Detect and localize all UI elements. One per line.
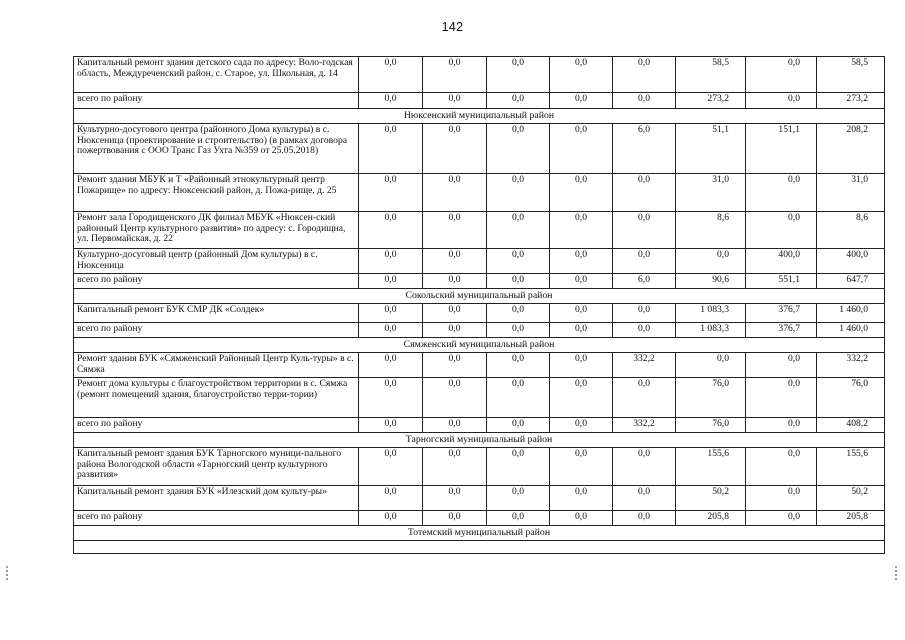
district-name: Сокольский муниципальный район (74, 288, 885, 303)
row-name-cell: всего по району (74, 322, 359, 337)
value-cell: 0,0 (550, 303, 613, 322)
value-cell: 0,0 (550, 352, 613, 377)
value-cell: 400,0 (817, 248, 885, 273)
value-cell: 0,0 (550, 417, 613, 432)
value-cell: 332,2 (613, 417, 676, 432)
value-cell: 0,0 (423, 303, 487, 322)
value-cell: 0,0 (487, 93, 550, 109)
left-edge-mark (6, 566, 8, 582)
value-cell: 58,5 (676, 57, 746, 93)
district-name: Сямженский муниципальный район (74, 337, 885, 352)
value-cell: 0,0 (423, 123, 487, 173)
value-cell: 0,0 (487, 377, 550, 417)
value-cell: 0,0 (487, 248, 550, 273)
value-cell: 0,0 (613, 248, 676, 273)
empty-cell (74, 540, 885, 553)
value-cell: 0,0 (423, 352, 487, 377)
value-cell: 0,0 (423, 417, 487, 432)
value-cell: 0,0 (487, 57, 550, 93)
value-cell: 0,0 (550, 322, 613, 337)
value-cell: 400,0 (746, 248, 817, 273)
table-row (74, 248, 885, 273)
table-row (74, 447, 885, 485)
row-name-cell: всего по району (74, 510, 359, 525)
value-cell: 0,0 (359, 417, 423, 432)
value-cell: 0,0 (550, 273, 613, 288)
row-name-cell: Ремонт здания БУК «Сямженский Районный Центр Куль-туры» в с. Сямжа (74, 352, 359, 377)
value-cell: 0,0 (746, 211, 817, 248)
value-cell: 0,0 (746, 485, 817, 510)
value-cell: 6,0 (613, 273, 676, 288)
value-cell: 0,0 (359, 485, 423, 510)
budget-table (73, 56, 885, 554)
value-cell: 31,0 (817, 173, 885, 211)
value-cell: 0,0 (746, 377, 817, 417)
row-name-cell: Ремонт здания МБУК и Т «Районный этнокультурный центр Пожарище» по адресу: Нюксенский район, д. Пожа-рище, д. 25 (74, 173, 359, 211)
district-name: Тотемский муниципальный район (74, 525, 885, 540)
value-cell: 0,0 (359, 57, 423, 93)
value-cell: 155,6 (676, 447, 746, 485)
value-cell: 0,0 (487, 303, 550, 322)
district-total-row (74, 417, 885, 432)
value-cell: 58,5 (817, 57, 885, 93)
value-cell: 0,0 (359, 352, 423, 377)
value-cell: 0,0 (746, 57, 817, 93)
value-cell: 0,0 (613, 173, 676, 211)
table-row (74, 173, 885, 211)
row-name-cell: всего по району (74, 93, 359, 109)
district-header-row (74, 337, 885, 352)
value-cell: 0,0 (613, 447, 676, 485)
value-cell: 50,2 (817, 485, 885, 510)
value-cell: 76,0 (676, 377, 746, 417)
value-cell: 0,0 (613, 377, 676, 417)
value-cell: 1 083,3 (676, 303, 746, 322)
value-cell: 0,0 (423, 248, 487, 273)
value-cell: 0,0 (487, 173, 550, 211)
value-cell: 90,6 (676, 273, 746, 288)
value-cell: 0,0 (423, 377, 487, 417)
value-cell: 0,0 (613, 57, 676, 93)
value-cell: 205,8 (817, 510, 885, 525)
value-cell: 0,0 (550, 57, 613, 93)
table-row (74, 57, 885, 93)
value-cell: 332,2 (613, 352, 676, 377)
table-row (74, 352, 885, 377)
value-cell: 0,0 (487, 510, 550, 525)
value-cell: 0,0 (487, 417, 550, 432)
value-cell: 0,0 (359, 322, 423, 337)
value-cell: 50,2 (676, 485, 746, 510)
district-total-row (74, 93, 885, 109)
value-cell: 0,0 (359, 248, 423, 273)
value-cell: 0,0 (487, 485, 550, 510)
value-cell: 0,0 (550, 485, 613, 510)
value-cell: 0,0 (550, 173, 613, 211)
right-edge-mark (895, 566, 897, 582)
value-cell: 273,2 (817, 93, 885, 109)
value-cell: 0,0 (359, 211, 423, 248)
value-cell: 0,0 (423, 57, 487, 93)
value-cell: 0,0 (359, 377, 423, 417)
district-total-row (74, 322, 885, 337)
district-name: Тарногский муниципальный район (74, 432, 885, 447)
table-row (74, 485, 885, 510)
row-name-cell: Культурно-досуговый центр (районный Дом культуры) в с. Нюксеница (74, 248, 359, 273)
row-name-cell: Капитальный ремонт БУК СМР ДК «Солдек» (74, 303, 359, 322)
value-cell: 155,6 (817, 447, 885, 485)
value-cell: 0,0 (423, 211, 487, 248)
value-cell: 151,1 (746, 123, 817, 173)
value-cell: 0,0 (676, 248, 746, 273)
value-cell: 76,0 (676, 417, 746, 432)
value-cell: 0,0 (359, 303, 423, 322)
value-cell: 0,0 (613, 303, 676, 322)
value-cell: 0,0 (746, 93, 817, 109)
value-cell: 51,1 (676, 123, 746, 173)
value-cell: 376,7 (746, 322, 817, 337)
value-cell: 0,0 (746, 417, 817, 432)
value-cell: 0,0 (423, 173, 487, 211)
value-cell: 0,0 (550, 123, 613, 173)
value-cell: 0,0 (359, 93, 423, 109)
value-cell: 8,6 (676, 211, 746, 248)
value-cell: 0,0 (423, 447, 487, 485)
row-name-cell: Ремонт зала Городищенского ДК филиал МБУК «Нюксен-ский районный Центр культурного развития» по адресу: с. Городищна, ул. Первомайская, д. 22 (74, 211, 359, 248)
value-cell: 0,0 (550, 211, 613, 248)
value-cell: 0,0 (550, 248, 613, 273)
value-cell: 0,0 (359, 447, 423, 485)
value-cell: 0,0 (746, 510, 817, 525)
district-total-row (74, 273, 885, 288)
district-header-row (74, 109, 885, 124)
district-header-row (74, 288, 885, 303)
value-cell: 8,6 (817, 211, 885, 248)
value-cell: 208,2 (817, 123, 885, 173)
value-cell: 0,0 (676, 352, 746, 377)
table-row (74, 377, 885, 417)
value-cell: 0,0 (613, 93, 676, 109)
value-cell: 1 083,3 (676, 322, 746, 337)
row-name-cell: Культурно-досугового центра (районного Дома культуры) в с. Нюксеница (проектирование и строительство) (в рамках договора пожертвования с ООО Транс Газ Ухта №359 от 25.05.2018) (74, 123, 359, 173)
district-total-row (74, 510, 885, 525)
value-cell: 6,0 (613, 123, 676, 173)
value-cell: 0,0 (359, 123, 423, 173)
value-cell: 0,0 (613, 485, 676, 510)
value-cell: 0,0 (746, 447, 817, 485)
value-cell: 0,0 (423, 485, 487, 510)
value-cell: 0,0 (423, 322, 487, 337)
row-name-cell: Капитальный ремонт здания БУК Тарногского муници-пального района Вологодской области «Тарногский центр культурного развития» (74, 447, 359, 485)
value-cell: 0,0 (550, 447, 613, 485)
value-cell: 0,0 (487, 322, 550, 337)
row-name-cell: Капитальный ремонт здания детского сада по адресу: Воло-годская область, Междуреченский район, с. Старое, ул. Школьная, д. 14 (74, 57, 359, 93)
value-cell: 0,0 (423, 510, 487, 525)
value-cell: 376,7 (746, 303, 817, 322)
row-name-cell: Ремонт дома культуры с благоустройством территории в с. Сямжа (ремонт помещений здания, благоустройство терри-тории) (74, 377, 359, 417)
value-cell: 0,0 (746, 352, 817, 377)
value-cell: 31,0 (676, 173, 746, 211)
value-cell: 273,2 (676, 93, 746, 109)
value-cell: 332,2 (817, 352, 885, 377)
page-number: 142 (441, 20, 464, 34)
row-name-cell: всего по району (74, 273, 359, 288)
value-cell: 0,0 (613, 510, 676, 525)
value-cell: 408,2 (817, 417, 885, 432)
value-cell: 0,0 (359, 510, 423, 525)
table-row (74, 123, 885, 173)
row-name-cell: всего по району (74, 417, 359, 432)
value-cell: 205,8 (676, 510, 746, 525)
value-cell: 0,0 (487, 352, 550, 377)
value-cell: 0,0 (359, 273, 423, 288)
value-cell: 0,0 (550, 510, 613, 525)
value-cell: 0,0 (487, 211, 550, 248)
value-cell: 0,0 (423, 93, 487, 109)
row-name-cell: Капитальный ремонт здания БУК «Илезский дом культу-ры» (74, 485, 359, 510)
value-cell: 0,0 (423, 273, 487, 288)
value-cell: 1 460,0 (817, 322, 885, 337)
value-cell: 0,0 (613, 322, 676, 337)
value-cell: 1 460,0 (817, 303, 885, 322)
table-row (74, 211, 885, 248)
value-cell: 0,0 (550, 93, 613, 109)
value-cell: 0,0 (359, 173, 423, 211)
value-cell: 0,0 (550, 377, 613, 417)
district-name: Нюксенский муниципальный район (74, 109, 885, 124)
value-cell: 0,0 (487, 123, 550, 173)
value-cell: 0,0 (487, 447, 550, 485)
empty-row (74, 540, 885, 553)
value-cell: 0,0 (613, 211, 676, 248)
value-cell: 647,7 (817, 273, 885, 288)
table-row (74, 303, 885, 322)
value-cell: 76,0 (817, 377, 885, 417)
value-cell: 551,1 (746, 273, 817, 288)
value-cell: 0,0 (746, 173, 817, 211)
district-header-row (74, 525, 885, 540)
value-cell: 0,0 (487, 273, 550, 288)
district-header-row (74, 432, 885, 447)
